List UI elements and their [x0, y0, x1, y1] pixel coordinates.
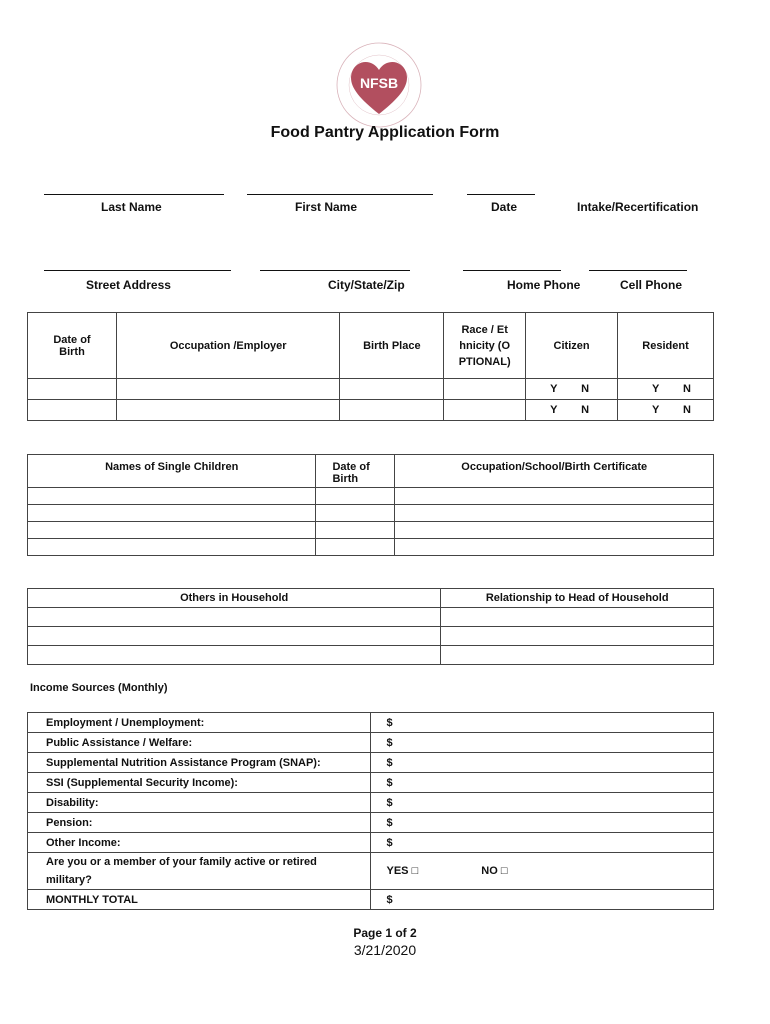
header-race: Race / Ethnicity (OPTIONAL) [444, 313, 526, 379]
city-label: City/State/Zip [328, 278, 405, 292]
child-name-cell[interactable] [28, 539, 316, 556]
income-section-title: Income Sources (Monthly) [30, 682, 168, 694]
income-amount[interactable]: $ [370, 773, 714, 793]
children-table [27, 454, 714, 556]
date-line[interactable] [467, 194, 535, 195]
income-row [28, 833, 714, 853]
header-children-occupation: Occupation/School/Birth Certificate [395, 455, 714, 488]
last-name-line[interactable] [44, 194, 224, 195]
home-phone-label: Home Phone [507, 278, 581, 292]
header-citizen: Citizen [526, 313, 618, 379]
birth-place-cell[interactable] [340, 379, 444, 400]
no-option[interactable]: N [683, 383, 691, 395]
resident-cell[interactable] [618, 400, 714, 421]
child-name-cell[interactable] [28, 488, 316, 505]
relationship-cell[interactable] [441, 627, 714, 646]
table-row [28, 400, 714, 421]
page-number: Page 1 of 2 [353, 926, 417, 940]
income-row [28, 813, 714, 833]
dob-cell[interactable] [28, 400, 117, 421]
yes-option[interactable]: Y [550, 383, 558, 395]
child-dob-cell[interactable] [316, 505, 395, 522]
intake-label: Intake/Recertification [577, 200, 699, 214]
income-amount[interactable]: $ [370, 813, 714, 833]
child-dob-cell[interactable] [316, 539, 395, 556]
nfsb-logo [334, 40, 424, 130]
resident-cell[interactable] [618, 379, 714, 400]
header-birth-place: Birth Place [340, 313, 444, 379]
income-label: Employment / Unemployment: [28, 713, 371, 733]
header-children-names: Names of Single Children [28, 455, 316, 488]
income-row [28, 753, 714, 773]
no-option[interactable]: N [683, 404, 691, 416]
military-yes-checkbox[interactable]: YES □ [386, 865, 419, 877]
footer-date: 3/21/2020 [353, 942, 417, 958]
income-table [27, 712, 714, 910]
citizen-cell[interactable] [526, 379, 618, 400]
no-option[interactable]: N [581, 404, 590, 416]
table-row [28, 539, 714, 556]
birth-place-cell[interactable] [340, 400, 444, 421]
table-row [28, 379, 714, 400]
street-line[interactable] [44, 270, 231, 271]
household-members-table [27, 588, 714, 665]
logo-text: NFSB [359, 75, 399, 91]
first-name-line[interactable] [247, 194, 433, 195]
race-cell[interactable] [444, 400, 526, 421]
form-title: Food Pantry Application Form [270, 124, 500, 141]
military-answer [370, 853, 714, 890]
city-line[interactable] [260, 270, 410, 271]
income-label: Supplemental Nutrition Assistance Program (SNAP): [28, 753, 371, 773]
child-dob-cell[interactable] [316, 522, 395, 539]
child-name-cell[interactable] [28, 505, 316, 522]
header-dob: Date of Birth [28, 313, 117, 379]
header-relationship: Relationship to Head of Household [441, 589, 714, 608]
home-phone-line[interactable] [463, 270, 561, 271]
occupation-cell[interactable] [116, 379, 340, 400]
income-amount[interactable]: $ [370, 833, 714, 853]
child-occupation-cell[interactable] [395, 539, 714, 556]
income-label: SSI (Supplemental Security Income): [28, 773, 371, 793]
member-name-cell[interactable] [28, 627, 441, 646]
header-occupation: Occupation /Employer [116, 313, 340, 379]
yes-option[interactable]: Y [652, 404, 660, 416]
income-label: Public Assistance / Welfare: [28, 733, 371, 753]
table-row [28, 505, 714, 522]
child-occupation-cell[interactable] [395, 488, 714, 505]
table-row [28, 488, 714, 505]
income-amount[interactable]: $ [370, 753, 714, 773]
income-row [28, 713, 714, 733]
income-amount[interactable]: $ [370, 793, 714, 813]
dob-cell[interactable] [28, 379, 117, 400]
income-label: Other Income: [28, 833, 371, 853]
header-resident: Resident [618, 313, 714, 379]
child-dob-cell[interactable] [316, 488, 395, 505]
military-question: Are you or a member of your family active or retired military? [28, 853, 371, 890]
total-amount[interactable]: $ [370, 890, 714, 910]
income-amount[interactable]: $ [370, 713, 714, 733]
citizen-cell[interactable] [526, 400, 618, 421]
yes-option[interactable]: Y [550, 404, 558, 416]
last-name-label: Last Name [101, 200, 162, 214]
header-others: Others in Household [28, 589, 441, 608]
date-label: Date [491, 200, 518, 214]
table-row [28, 522, 714, 539]
income-amount[interactable]: $ [370, 733, 714, 753]
no-option[interactable]: N [581, 383, 590, 395]
table-row [28, 646, 714, 665]
child-name-cell[interactable] [28, 522, 316, 539]
table-row [28, 627, 714, 646]
occupation-cell[interactable] [116, 400, 340, 421]
income-label: Pension: [28, 813, 371, 833]
table-row [28, 608, 714, 627]
cell-phone-label: Cell Phone [620, 278, 683, 292]
income-label: Disability: [28, 793, 371, 813]
military-no-checkbox[interactable]: NO □ [481, 865, 508, 877]
relationship-cell[interactable] [441, 608, 714, 627]
member-name-cell[interactable] [28, 608, 441, 627]
household-head-table [27, 312, 714, 421]
race-cell[interactable] [444, 379, 526, 400]
military-row [28, 853, 714, 890]
relationship-cell[interactable] [441, 646, 714, 665]
total-row [28, 890, 714, 910]
street-label: Street Address [86, 278, 171, 292]
child-occupation-cell[interactable] [395, 522, 714, 539]
income-row [28, 733, 714, 753]
yes-option[interactable]: Y [652, 383, 660, 395]
total-label: MONTHLY TOTAL [28, 890, 371, 910]
header-children-dob: Date of Birth [316, 455, 395, 488]
cell-phone-line[interactable] [589, 270, 687, 271]
income-row [28, 793, 714, 813]
first-name-label: First Name [295, 200, 358, 214]
child-occupation-cell[interactable] [395, 505, 714, 522]
member-name-cell[interactable] [28, 646, 441, 665]
income-row [28, 773, 714, 793]
